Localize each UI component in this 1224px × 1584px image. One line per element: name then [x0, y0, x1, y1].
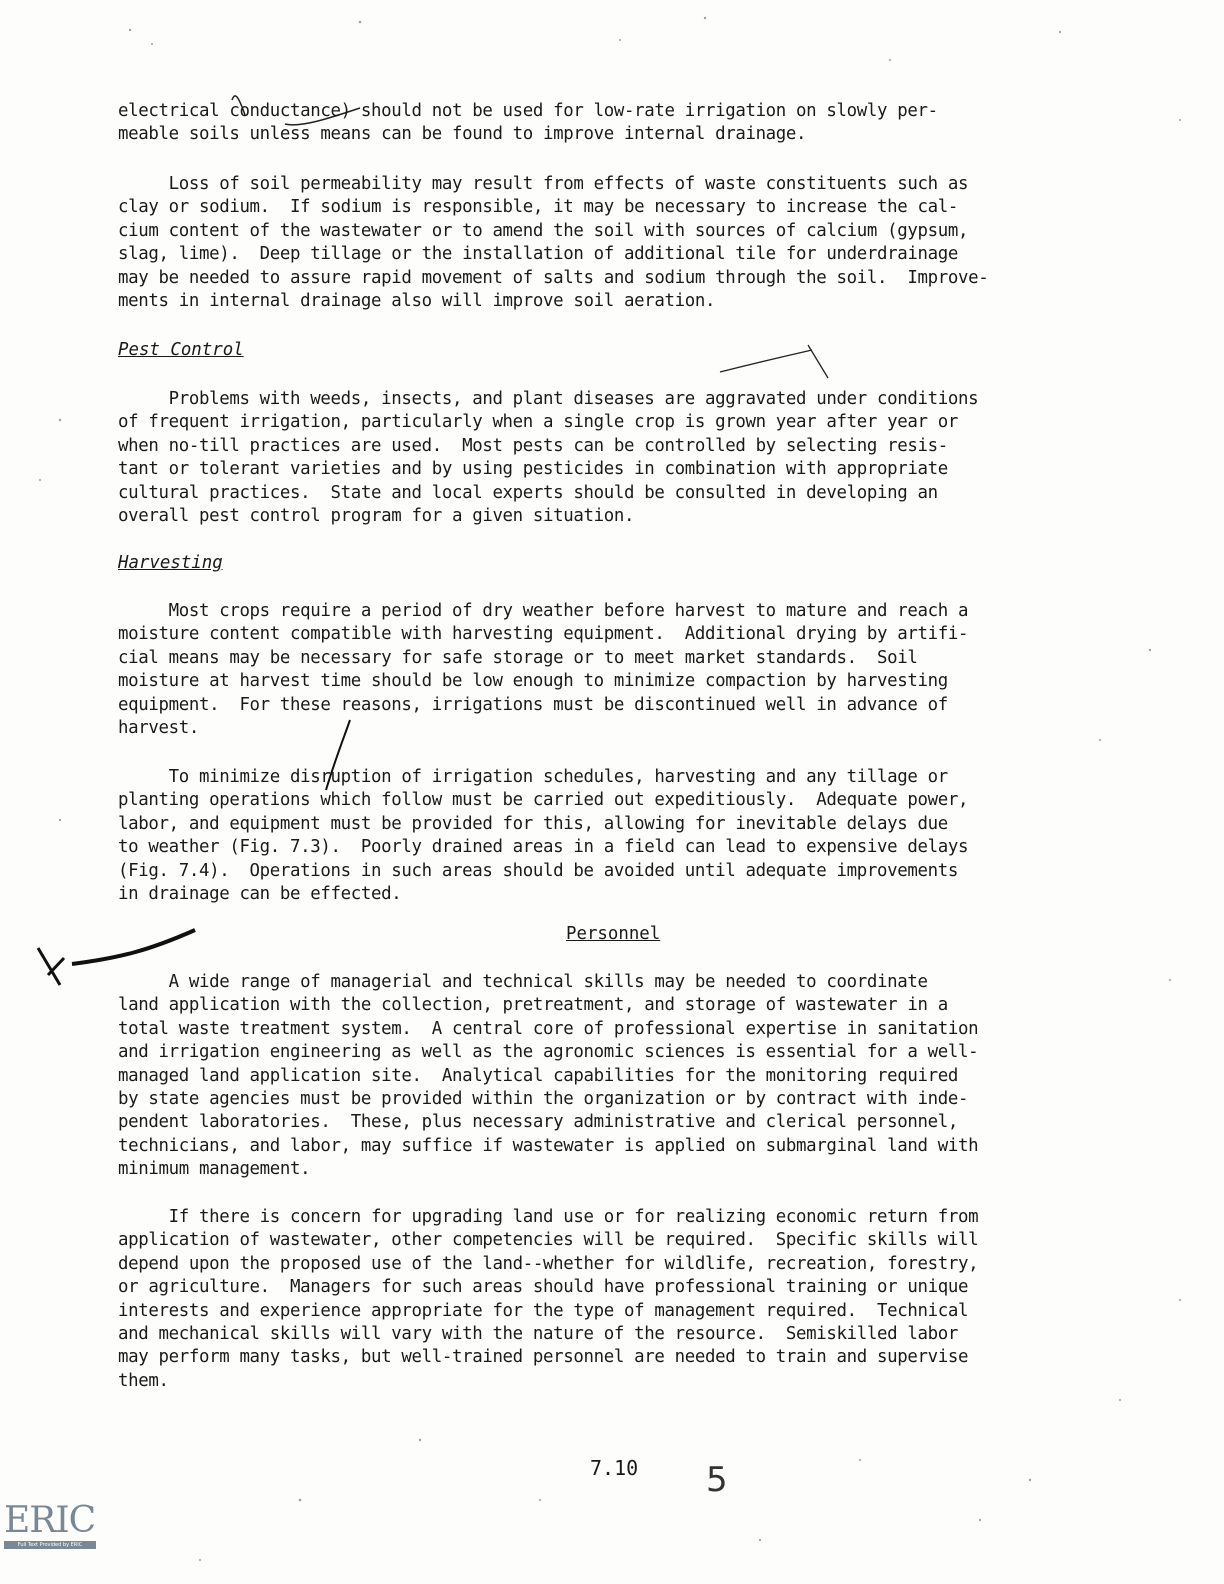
heading-personnel: Personnel [566, 924, 661, 944]
paragraph-scheduling: To minimize disruption of irrigation schedules, harvesting and any tillage or planting operations which follow must be carried out expeditiously. Adequate power, labor, and equipment must be provided for this, allowing for inevitable delays due to weather (Fig. 7.3). Poorly drained areas in a field can lead to expensive delays (Fig. 7.4). Operations in such areas should be avoided until adequate improvements in drainage can be effected. [118, 767, 969, 905]
paragraph-personnel-competencies: If there is concern for upgrading land use or for realizing economic return from application of wastewater, other competencies will be required. Specific skills will depend upon the proposed use of the land--whether for wildlife, recreation, forestry, or agriculture. Managers for such areas should have professional training or unique interests and experience appropriate for the type of management required. Technical and mechanical skills will vary with the nature of the resource. Semiskilled labor may perform many tasks, but well-trained personnel are needed to train and supervise them. [118, 1207, 979, 1391]
paragraph-continuation: electrical conductance) should not be used for low-rate irrigation on slowly per- meable soils unless means can be found to improve internal drainage. [118, 101, 938, 145]
paragraph-pest-control: Problems with weeds, insects, and plant diseases are aggravated under conditions of frequent irrigation, particularly when a single crop is grown year after year or when no-till practices are used. Most pests can be controlled by selecting resis- tant or tolerant varieties and by using pesticides in combination with appropriate cultural practices. State and local experts should be consulted in developing an overall pest control program for a given situation. [118, 389, 979, 527]
paragraph-permeability: Loss of soil permeability may result from effects of waste constituents such as clay or sodium. If sodium is responsible, it may be necessary to increase the cal- cium content of the wastewater or to amend the soil with sources of calcium (gypsum, slag, lime). Deep tillage or the installation of additional tile for underdrainage may be needed to assure rapid movement of salts and sodium through the soil. Improve- ments in internal drainage also will improve soil aeration. [118, 174, 989, 312]
eric-logo: ERIC [4, 1500, 96, 1541]
paragraph-harvesting: Most crops require a period of dry weather before harvest to mature and reach a moisture content compatible with harvesting equipment. Additional drying by artifi- cial means may be necessary for safe storage or to meet market standards. Soil moisture at harvest time should be low enough to minimize compaction by harvesting equipment. For these reasons, irrigations must be discontinued well in advance of harvest. [118, 601, 969, 739]
page-number: 7.10 [590, 1456, 639, 1480]
eric-logo-tagline: Full Text Provided by ERIC [4, 1541, 96, 1549]
heading-pest-control: Pest Control [118, 340, 244, 360]
handwritten-page-number: 5 [706, 1460, 728, 1500]
heading-harvesting: Harvesting [118, 553, 223, 573]
paragraph-personnel-skills: A wide range of managerial and technical skills may be needed to coordinate land application with the collection, pretreatment, and storage of wastewater in a total waste treatment system. A central core of professional expertise in sanitation and irrigation engineering as well as the agronomic sciences is essential for a well- managed land application site. Analytical capabilities for the monitoring required by state agencies must be provided within the organization or by contract with inde- pendent laboratories. These, plus necessary administrative and clerical personnel, technicians, and labor, may suffice if wastewater is applied on submarginal land with minimum management. [118, 972, 979, 1180]
